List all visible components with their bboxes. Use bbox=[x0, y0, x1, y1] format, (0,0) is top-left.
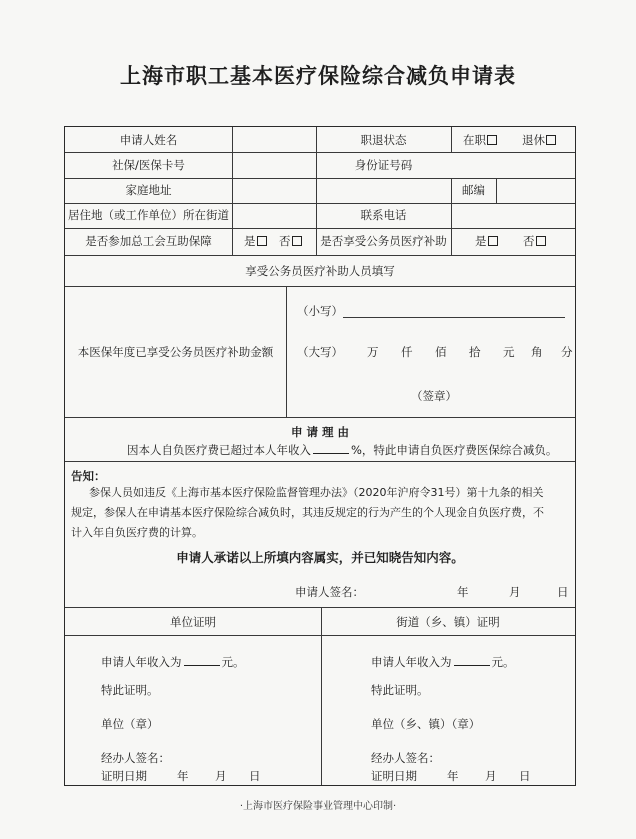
col-line bbox=[451, 228, 452, 255]
street-seal: 单位（乡、镇）（章） bbox=[371, 717, 481, 731]
unit-income-suffix: 元。 bbox=[221, 655, 245, 669]
unit-income bbox=[101, 655, 245, 669]
applicant-signature-label: 申请人签名： bbox=[295, 585, 364, 599]
unit-certify: 特此证明。 bbox=[101, 683, 159, 697]
street-signer: 经办人签名： bbox=[371, 751, 440, 765]
applicant-promise: 申请人承诺以上所填内容属实，并已知晓告知内容。 bbox=[176, 550, 464, 565]
reason-header: 申 请 理 由 bbox=[290, 425, 349, 439]
street-income-label: 申请人年收入为 bbox=[371, 655, 452, 669]
employed-label: 在职 bbox=[463, 133, 486, 147]
retired-checkbox[interactable] bbox=[546, 135, 556, 145]
col-line bbox=[451, 127, 452, 152]
amount-small-label: （小写） bbox=[297, 304, 343, 318]
street-income-field[interactable] bbox=[454, 655, 490, 666]
percent-field[interactable] bbox=[313, 443, 349, 454]
unit-cert-header: 单位证明 bbox=[170, 615, 216, 629]
street-cert-header: 街道（乡、镇）证明 bbox=[396, 615, 500, 629]
address-label: 家庭地址 bbox=[125, 183, 172, 197]
amount-big-label: （大写） bbox=[297, 345, 343, 359]
employed-option[interactable] bbox=[463, 133, 497, 147]
street-date-year: 年 bbox=[447, 769, 459, 783]
retired-label: 退休 bbox=[522, 133, 545, 147]
employed-checkbox[interactable] bbox=[487, 135, 497, 145]
unit-date-label: 证明日期 bbox=[101, 769, 147, 783]
col-line bbox=[321, 607, 322, 785]
union-no-option[interactable] bbox=[279, 234, 302, 248]
civil-section-header: 享受公务员医疗补助人员填写 bbox=[245, 264, 395, 278]
union-yes-checkbox[interactable] bbox=[257, 236, 267, 246]
sign-day: 日 bbox=[557, 585, 569, 599]
reason-text bbox=[127, 443, 557, 457]
notice-line-2: 规定，参保人在申请基本医疗保险综合减负时，其违反规定的行为产生的个人现金自负医疗费，不 bbox=[71, 506, 544, 519]
union-yes-option[interactable] bbox=[244, 234, 267, 248]
no-label: 否 bbox=[523, 234, 535, 248]
notice-label: 告知： bbox=[71, 469, 106, 483]
reason-text-a: 因本人自负医疗费已超过本人年收入 bbox=[127, 443, 311, 457]
row-line bbox=[65, 255, 575, 256]
unit-signer: 经办人签名： bbox=[101, 751, 170, 765]
application-form bbox=[64, 126, 576, 786]
id-no-label: 身份证号码 bbox=[354, 158, 413, 172]
civil-amount-label: 本医保年度已享受公务员医疗补助金额 bbox=[77, 345, 274, 359]
civil-yes-option[interactable] bbox=[475, 234, 498, 248]
unit-bai: 佰 bbox=[435, 345, 447, 359]
row-line bbox=[65, 461, 575, 462]
col-line bbox=[451, 203, 452, 228]
street-income bbox=[371, 655, 515, 669]
street-certify: 特此证明。 bbox=[371, 683, 429, 697]
retired-option[interactable] bbox=[522, 133, 556, 147]
sign-month: 月 bbox=[509, 585, 521, 599]
street-date-month: 月 bbox=[485, 769, 497, 783]
civil-seal-label: （签章） bbox=[411, 389, 457, 403]
applicant-name-label: 申请人姓名 bbox=[119, 133, 178, 147]
unit-date-year: 年 bbox=[177, 769, 189, 783]
unit-seal: 单位（章） bbox=[101, 717, 159, 731]
street-date-label: 证明日期 bbox=[371, 769, 417, 783]
row-line bbox=[65, 417, 575, 418]
unit-income-label: 申请人年收入为 bbox=[101, 655, 182, 669]
row-line bbox=[65, 203, 575, 204]
notice-line-1: 参保人员如违反《上海市基本医疗保险监督管理办法》（2020年沪府令31号）第十九条的相关 bbox=[89, 486, 544, 499]
row-line bbox=[65, 607, 575, 608]
unit-yuan: 元 bbox=[503, 345, 515, 359]
amount-small-field[interactable] bbox=[343, 317, 565, 318]
yes-label: 是 bbox=[475, 234, 487, 248]
notice-line-3: 计入年自负医疗费的计算。 bbox=[71, 526, 203, 539]
unit-fen: 分 bbox=[561, 345, 573, 359]
sign-year: 年 bbox=[457, 585, 469, 599]
form-title: 上海市职工基本医疗保险综合减负申请表 bbox=[120, 64, 516, 88]
col-line bbox=[496, 178, 497, 203]
unit-shi: 拾 bbox=[469, 345, 481, 359]
civil-yes-checkbox[interactable] bbox=[488, 236, 498, 246]
unit-date-day: 日 bbox=[249, 769, 261, 783]
row-line bbox=[65, 228, 575, 229]
card-no-label: 社保/医保卡号 bbox=[112, 158, 185, 172]
postcode-label: 邮编 bbox=[462, 183, 485, 197]
col-line bbox=[232, 127, 233, 255]
yes-label: 是 bbox=[244, 234, 256, 248]
unit-jiao: 角 bbox=[531, 345, 543, 359]
unit-qian: 仟 bbox=[401, 345, 413, 359]
row-line bbox=[65, 635, 575, 636]
residence-label: 居住地（或工作单位）所在街道 bbox=[68, 208, 229, 222]
civil-no-option[interactable] bbox=[523, 234, 546, 248]
unit-wan: 万 bbox=[367, 345, 379, 359]
col-line bbox=[286, 286, 287, 417]
reason-text-b: %，特此申请自负医疗费医保综合减负。 bbox=[351, 443, 558, 457]
civil-no-checkbox[interactable] bbox=[536, 236, 546, 246]
row-line bbox=[65, 286, 575, 287]
employment-status-label: 职退状态 bbox=[360, 133, 407, 147]
unit-income-field[interactable] bbox=[184, 655, 220, 666]
row-line bbox=[65, 152, 575, 153]
street-income-suffix: 元。 bbox=[491, 655, 515, 669]
no-label: 否 bbox=[279, 234, 291, 248]
phone-label: 联系电话 bbox=[360, 208, 407, 222]
street-date-day: 日 bbox=[519, 769, 531, 783]
union-no-checkbox[interactable] bbox=[292, 236, 302, 246]
unit-date-month: 月 bbox=[215, 769, 227, 783]
row-line bbox=[65, 178, 575, 179]
civil-servant-label: 是否享受公务员医疗补助 bbox=[320, 234, 447, 248]
footer-printer: ·上海市医疗保险事业管理中心印制· bbox=[239, 801, 397, 812]
union-label: 是否参加总工会互助保障 bbox=[85, 234, 212, 248]
